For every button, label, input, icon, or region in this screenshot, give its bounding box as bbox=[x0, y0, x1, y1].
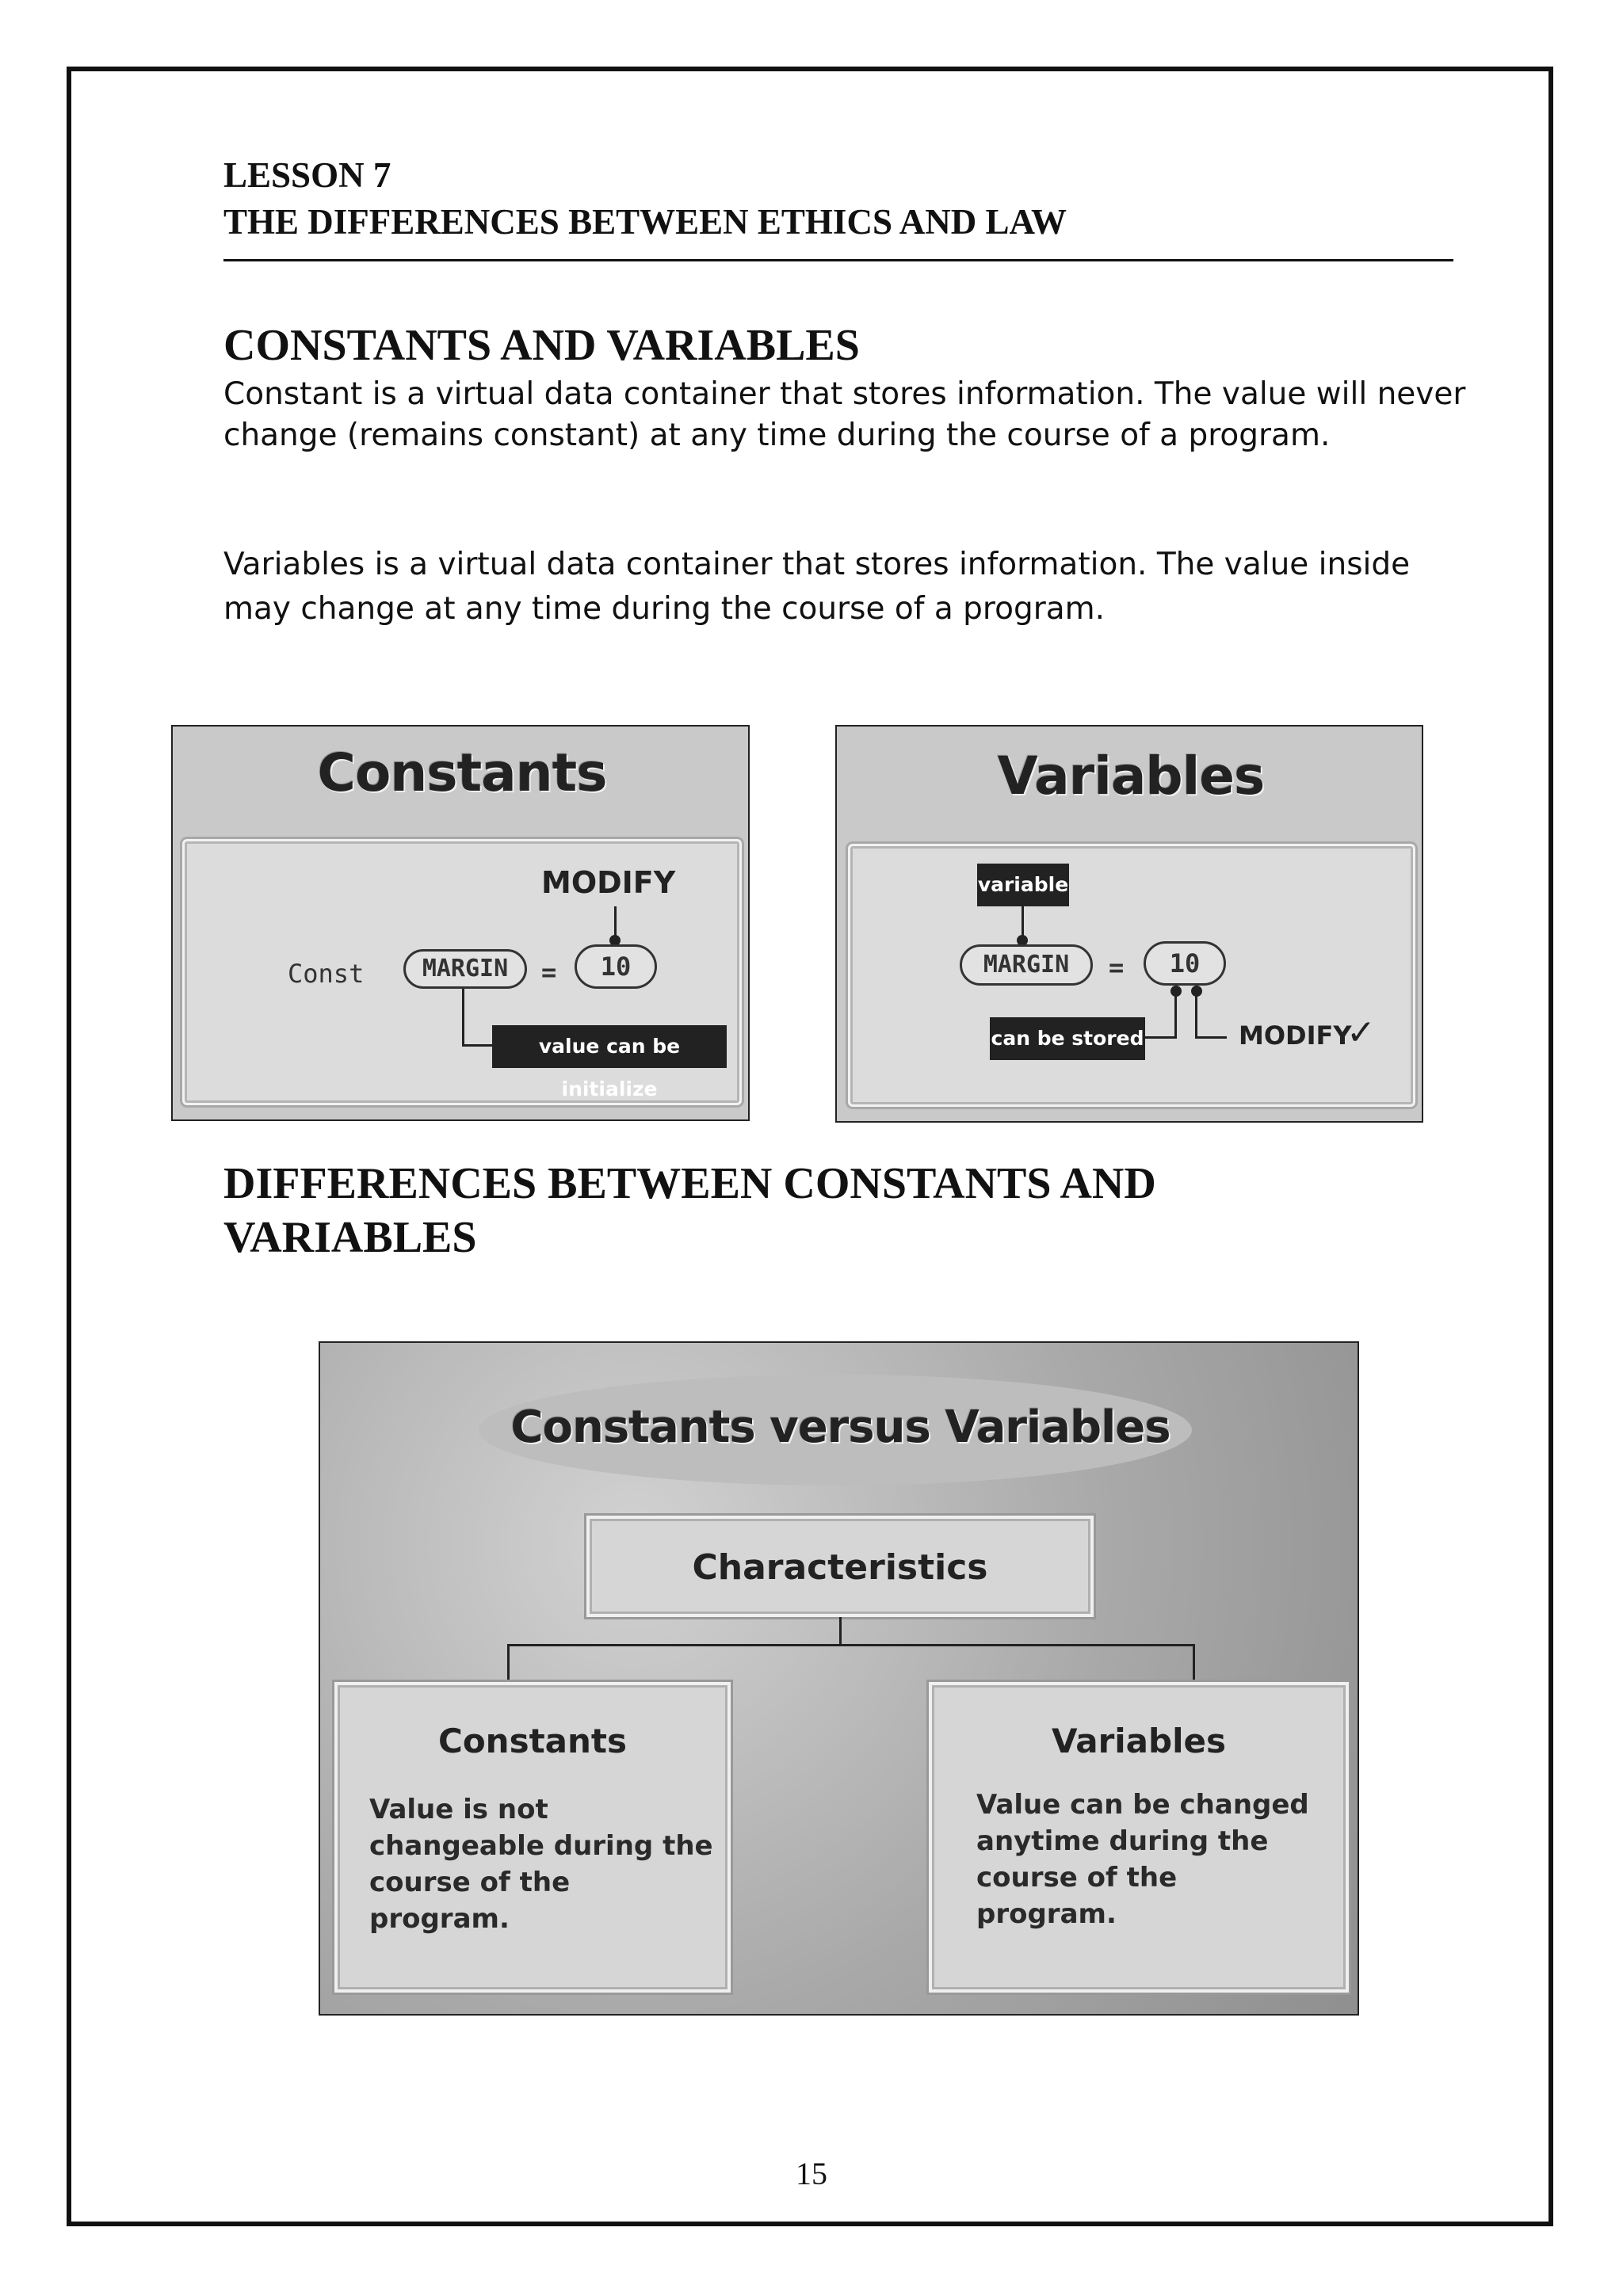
modify-connector-horizontal bbox=[1195, 1036, 1227, 1039]
const-equals: = bbox=[541, 957, 557, 987]
tree-right-drop bbox=[1193, 1644, 1195, 1682]
const-value-pill: 10 bbox=[575, 944, 657, 989]
page-number: 15 bbox=[796, 2156, 827, 2191]
const-keyword: Const bbox=[288, 959, 365, 989]
lesson-title: THE DIFFERENCES BETWEEN ETHICS AND LAW bbox=[223, 202, 1067, 242]
section-heading-differences: DIFFERENCES BETWEEN CONSTANTS AND VARIABLES bbox=[223, 1159, 1156, 1262]
lesson-number: LESSON 7 bbox=[223, 155, 391, 195]
variables-card-text: Value can be changed anytime during the course of the program. bbox=[976, 1789, 1309, 1930]
var-equals: = bbox=[1109, 952, 1125, 982]
constants-figure bbox=[171, 725, 750, 1121]
variables-figure-panel bbox=[848, 844, 1415, 1107]
var-name-pill: MARGIN bbox=[960, 944, 1093, 986]
check-icon: ✓ bbox=[1346, 1013, 1376, 1053]
comparison-figure-title: Constants versus Variables bbox=[510, 1402, 1170, 1453]
var-stored-tag: can be stored bbox=[990, 1017, 1145, 1060]
constants-card-text: Value is not changeable during the course of the program. bbox=[369, 1794, 713, 1935]
stored-connector-horizontal bbox=[1144, 1036, 1177, 1039]
characteristics-label: Characteristics bbox=[692, 1547, 988, 1588]
variables-card-title: Variables bbox=[1052, 1722, 1226, 1760]
variables-figure bbox=[835, 725, 1423, 1123]
constants-figure-title: Constants bbox=[317, 742, 607, 803]
modify-label: MODIFY bbox=[541, 865, 676, 900]
constants-figure-panel bbox=[182, 839, 742, 1105]
lesson-header bbox=[223, 152, 1067, 246]
variables-figure-title: Variables bbox=[997, 746, 1265, 807]
tree-left-drop bbox=[507, 1644, 510, 1682]
modify-connector-vertical bbox=[1195, 989, 1197, 1038]
variable-definition: Variables is a virtual data container that stores information. The value inside may change at any time during the course of a program. bbox=[223, 547, 1411, 627]
variables-card bbox=[929, 1682, 1349, 1993]
tree-stem bbox=[839, 1617, 842, 1646]
stored-connector-vertical bbox=[1174, 989, 1177, 1038]
var-modify-label: MODIFY bbox=[1239, 1020, 1352, 1051]
tree-crossbar bbox=[507, 1644, 1195, 1646]
constants-card bbox=[334, 1682, 731, 1993]
note-connector-vertical bbox=[462, 989, 464, 1046]
constant-definition: Constant is a virtual data container that stores information. The value will never change (remains constant) at any time during the course of a program. bbox=[223, 376, 1466, 453]
header-rule bbox=[223, 259, 1453, 261]
section-heading-constants-variables: CONSTANTS AND VARIABLES bbox=[223, 321, 860, 370]
note-connector-horizontal bbox=[462, 1044, 494, 1047]
characteristics-box bbox=[586, 1516, 1094, 1617]
variable-tag: variable bbox=[977, 864, 1069, 906]
comparison-figure bbox=[319, 1341, 1359, 2016]
const-note-tag: value can be initialize bbox=[492, 1025, 727, 1068]
var-value-pill: 10 bbox=[1144, 941, 1226, 986]
const-name-pill: MARGIN bbox=[403, 949, 527, 989]
constants-card-title: Constants bbox=[438, 1722, 627, 1760]
